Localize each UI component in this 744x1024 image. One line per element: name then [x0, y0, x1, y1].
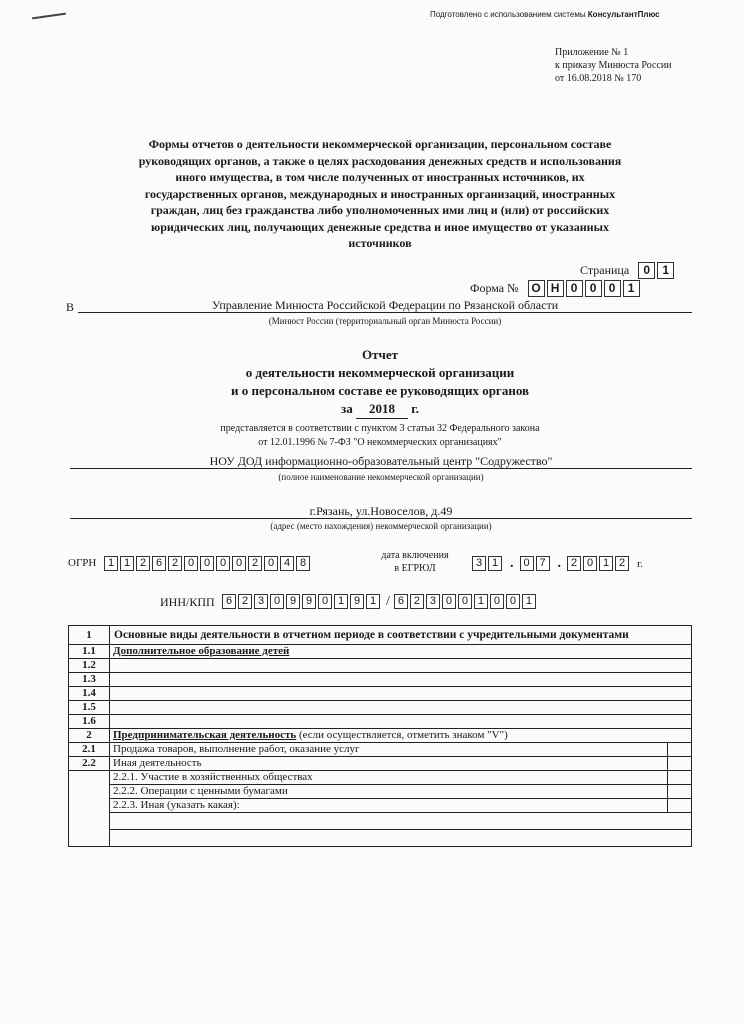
appendix-block [555, 46, 672, 85]
row-text[interactable]: Дополнительное образование детей [110, 645, 692, 659]
egrul-label-line: дата включения [381, 550, 449, 561]
ogrn-digit: 4 [280, 556, 294, 571]
for-label: за [341, 401, 353, 416]
row-number: 1.2 [69, 659, 110, 673]
kpp-digit: 1 [522, 594, 536, 609]
main-title [100, 136, 660, 252]
section-2-note: (если осуществляется, отметить знаком "V") [296, 729, 508, 741]
table-row [69, 687, 692, 701]
kpp-digit: 6 [394, 594, 408, 609]
inn-digit: 2 [238, 594, 252, 609]
row-number: 2 [69, 729, 110, 743]
year-suffix: г. [411, 401, 419, 416]
egrul-label-line: в ЕГРЮЛ [394, 563, 436, 574]
blank-line[interactable] [110, 813, 692, 830]
recipient-caption: (Минюст России (территориальный орган Минюста России) [268, 316, 502, 326]
ogrn-digit: 0 [232, 556, 246, 571]
date-digit: 0 [520, 556, 534, 571]
recipient-value: Управление Минюста Российской Федерации по Рязанской области [78, 298, 692, 313]
date-digit: 1 [488, 556, 502, 571]
inn-digit: 9 [286, 594, 300, 609]
section-2-title: Предпринимательская деятельность [113, 729, 297, 741]
section-title: Основные виды деятельности в отчетном периоде в соответствии с учредительными документами [110, 626, 692, 645]
title-line: иного имущества, в том числе полученных от иностранных источников, их [175, 170, 585, 184]
section-title [110, 729, 692, 743]
pen-mark [32, 13, 66, 20]
report-title-line: и о персональном составе ее руководящих органов [230, 383, 530, 398]
system-name: КонсультантПлюс [587, 10, 660, 19]
page-number [580, 262, 676, 279]
table-row [69, 813, 692, 830]
date-suffix: г. [637, 557, 644, 570]
inn-kpp-label: ИНН/КПП [160, 595, 215, 609]
egrul-label [370, 549, 460, 575]
table-row [69, 673, 692, 687]
inn-digit: 6 [222, 594, 236, 609]
form-code-cell: О [528, 280, 545, 297]
inn-digit: 1 [334, 594, 348, 609]
form-label: Форма № [470, 281, 519, 295]
table-row [69, 645, 692, 659]
note-line: от 12.01.1996 № 7-ФЗ "О некоммерческих организациях" [258, 437, 502, 448]
inn-kpp-digits [222, 594, 538, 609]
table-row [69, 743, 692, 757]
section-2-row [69, 729, 692, 743]
title-line: государственных органов, международных и иностранных организаций, иностранных [144, 186, 616, 201]
row-text: 2.2.2. Операции с ценными бумагами [110, 785, 668, 799]
date-digit: 0 [583, 556, 597, 571]
date-digit: 3 [472, 556, 486, 571]
date-separator: . [510, 556, 514, 571]
ogrn-digit: 2 [168, 556, 182, 571]
title-line: руководящих органов, а также о целях расходования денежных средств и использования [138, 153, 622, 168]
row-number: 1.3 [69, 673, 110, 687]
ogrn-digit: 0 [216, 556, 230, 571]
table-row [69, 715, 692, 729]
checkbox-other[interactable] [668, 757, 692, 771]
page-label: Страница [580, 263, 630, 277]
ogrn-digit: 0 [264, 556, 278, 571]
row-text: Иная деятельность [110, 757, 668, 771]
form-code-cell: Н [547, 280, 564, 297]
ogrn-label: ОГРН [68, 557, 97, 569]
report-note [100, 422, 660, 450]
ogrn-digits [104, 556, 312, 571]
table-row [69, 771, 692, 785]
row-text[interactable] [110, 659, 692, 673]
inn-digit: 0 [270, 594, 284, 609]
org-address: г.Рязань, ул.Новоселов, д.49 [70, 504, 692, 519]
form-code-cell: 0 [566, 280, 583, 297]
row-text[interactable] [110, 687, 692, 701]
title-line: юридических лиц, получающих денежные средства и иное имущество от указанных [151, 219, 609, 234]
kpp-digit: 0 [490, 594, 504, 609]
activities-table [68, 625, 692, 847]
checkbox-other-type[interactable] [668, 799, 692, 813]
section-1-row [69, 626, 692, 645]
row-text[interactable] [110, 715, 692, 729]
checkbox-sales[interactable] [668, 743, 692, 757]
org-address-caption: (адрес (место нахождения) некоммерческой организации) [270, 521, 492, 531]
ogrn-digit: 6 [152, 556, 166, 571]
table-row [69, 785, 692, 799]
kpp-digit: 0 [458, 594, 472, 609]
date-digit: 2 [567, 556, 581, 571]
kpp-digit: 3 [426, 594, 440, 609]
report-year-line [100, 400, 660, 419]
blank-line[interactable] [110, 830, 692, 847]
report-year: 2018 [356, 400, 408, 419]
kpp-digit: 0 [442, 594, 456, 609]
title-line: Формы отчетов о деятельности некоммерческой организации, персональном составе [148, 137, 612, 151]
egrul-date [472, 556, 643, 571]
recipient-prefix: В [66, 300, 75, 314]
row-number: 1.6 [69, 715, 110, 729]
table-row [69, 701, 692, 715]
report-title-line: Отчет [362, 347, 398, 362]
ogrn-digit: 2 [248, 556, 262, 571]
title-line: граждан, лиц без гражданства либо уполномоченных ими лиц и (или) от российских [150, 203, 610, 217]
row-text[interactable] [110, 673, 692, 687]
form-code-cell: 0 [585, 280, 602, 297]
kpp-digit: 1 [474, 594, 488, 609]
date-digit: 2 [615, 556, 629, 571]
inn-digit: 9 [350, 594, 364, 609]
date-digit: 7 [536, 556, 550, 571]
page-digit: 0 [638, 262, 655, 279]
prepared-note [430, 10, 660, 19]
page-digit: 1 [657, 262, 674, 279]
inn-digit: 0 [318, 594, 332, 609]
org-name: НОУ ДОД информационно-образовательный центр "Содружество" [70, 454, 692, 469]
row-number: 2.1 [69, 743, 110, 757]
checkbox-shares[interactable] [668, 771, 692, 785]
ogrn-digit: 2 [136, 556, 150, 571]
ogrn-digit: 8 [296, 556, 310, 571]
table-row [69, 757, 692, 771]
row-text: 2.2.1. Участие в хозяйственных обществах [110, 771, 668, 785]
ogrn-digit: 0 [200, 556, 214, 571]
date-digit: 1 [599, 556, 613, 571]
table-row [69, 830, 692, 847]
row-text: Продажа товаров, выполнение работ, оказание услуг [110, 743, 668, 757]
row-number: 2.2 [69, 757, 110, 771]
date-separator: . [557, 556, 561, 571]
org-name-caption: (полное наименование некоммерческой организации) [278, 472, 484, 482]
inn-kpp-slash: / [386, 594, 390, 609]
appendix-line: Приложение № 1 [555, 47, 629, 58]
inn-digit: 3 [254, 594, 268, 609]
table-row [69, 799, 692, 813]
row-text[interactable] [110, 701, 692, 715]
prepared-text: Подготовлено с использованием системы [430, 10, 588, 19]
row-number: 1.5 [69, 701, 110, 715]
report-title [100, 346, 660, 419]
kpp-digit: 0 [506, 594, 520, 609]
row-text: 2.2.3. Иная (указать какая): [110, 799, 668, 813]
ogrn-digit: 0 [184, 556, 198, 571]
inn-digit: 1 [366, 594, 380, 609]
ogrn-digit: 1 [120, 556, 134, 571]
form-number [470, 280, 642, 297]
form-code-cell: 0 [604, 280, 621, 297]
note-line: представляется в соответствии с пунктом 3 статьи 32 Федерального закона [220, 423, 540, 434]
appendix-line: к приказу Минюста России [555, 60, 672, 71]
table-row [69, 659, 692, 673]
kpp-digit: 2 [410, 594, 424, 609]
row-number: 1 [69, 626, 110, 645]
form-code-cell: 1 [623, 280, 640, 297]
inn-digit: 9 [302, 594, 316, 609]
appendix-line: от 16.08.2018 № 170 [555, 73, 642, 84]
row-number-blank [69, 771, 110, 847]
checkbox-securities[interactable] [668, 785, 692, 799]
row-number: 1.4 [69, 687, 110, 701]
ogrn-digit: 1 [104, 556, 118, 571]
report-title-line: о деятельности некоммерческой организации [245, 365, 515, 380]
title-line: источников [348, 236, 412, 250]
row-number: 1.1 [69, 645, 110, 659]
